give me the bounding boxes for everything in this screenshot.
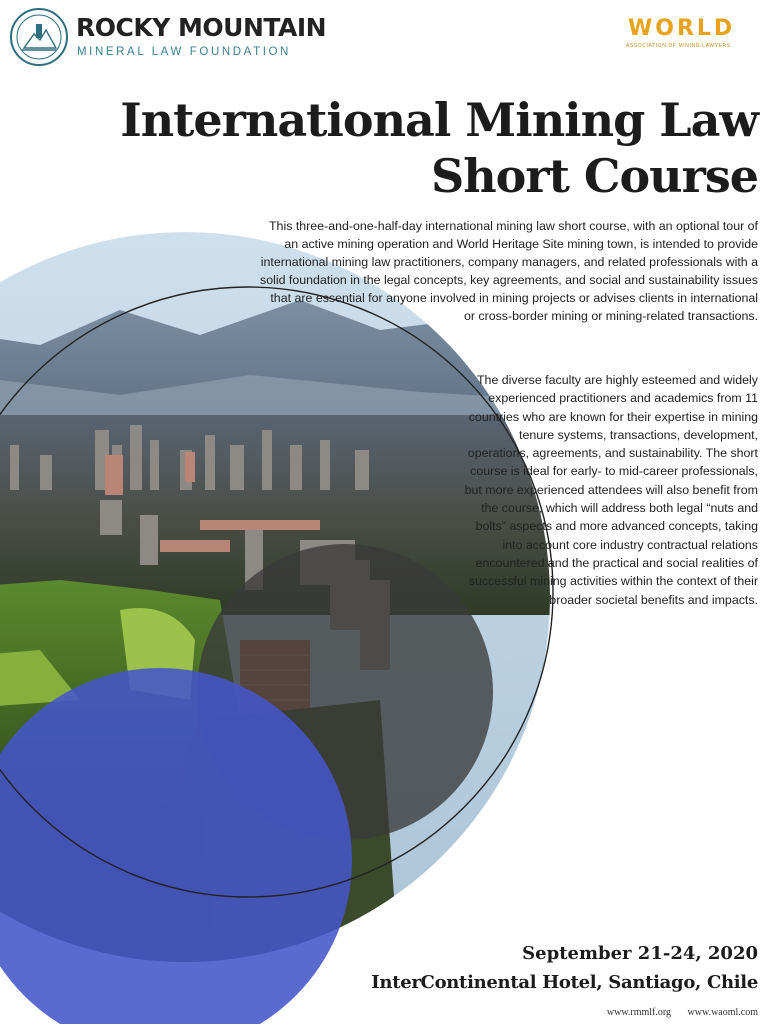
page-title <box>120 92 758 204</box>
url-rmmlf[interactable]: www.rmmlf.org <box>606 1007 672 1018</box>
partner-logo-word: WORLD <box>628 16 736 41</box>
org-name: ROCKY MOUNTAIN <box>76 13 327 42</box>
title-line-2: Short Course <box>431 149 758 203</box>
title-line-1: International Mining Law <box>120 93 758 147</box>
url-waoml[interactable]: www.waoml.com <box>687 1007 758 1018</box>
footer-urls <box>593 1007 758 1018</box>
partner-logo-tagline: ASSOCIATION OF MINING LAWYERS <box>626 43 731 49</box>
org-subtitle: MINERAL LAW FOUNDATION <box>77 46 291 58</box>
rmmlf-seal-icon <box>10 8 68 66</box>
event-dates: September 21-24, 2020 <box>522 943 758 964</box>
waoml-logo <box>620 16 760 52</box>
rmmlf-logo <box>10 8 327 68</box>
intro-paragraph: This three-and-one-half-day international mining law short course, with an optional tour of an active mining operation and World Heritage Site mining town, is intended to provide international mining law practitioners, company managers, and related professionals with a solid foundation in the legal concepts, key agreements, and social and sustainability issues that are essential for anyone involved in mining projects or advises clients in international or cross-border mining or mining-related transactions. <box>260 219 758 323</box>
faculty-paragraph: The diverse faculty are highly esteemed and widely experienced practitioners and academics from 11 countries who are known for their expertise in mining tenure systems, transactions, development, operations, agreements, and sustainability. The short course is ideal for early- to mid-career professionals, but more experienced attendees will also benefit from the course, which will address both legal “nuts and bolts” aspects and more advanced concepts, taking into account core industry contractual relations encountered and the practical and social realities of successful mining activities within the context of their broader societal benefits and impacts. <box>464 373 758 607</box>
event-venue: InterContinental Hotel, Santiago, Chile <box>371 972 758 993</box>
